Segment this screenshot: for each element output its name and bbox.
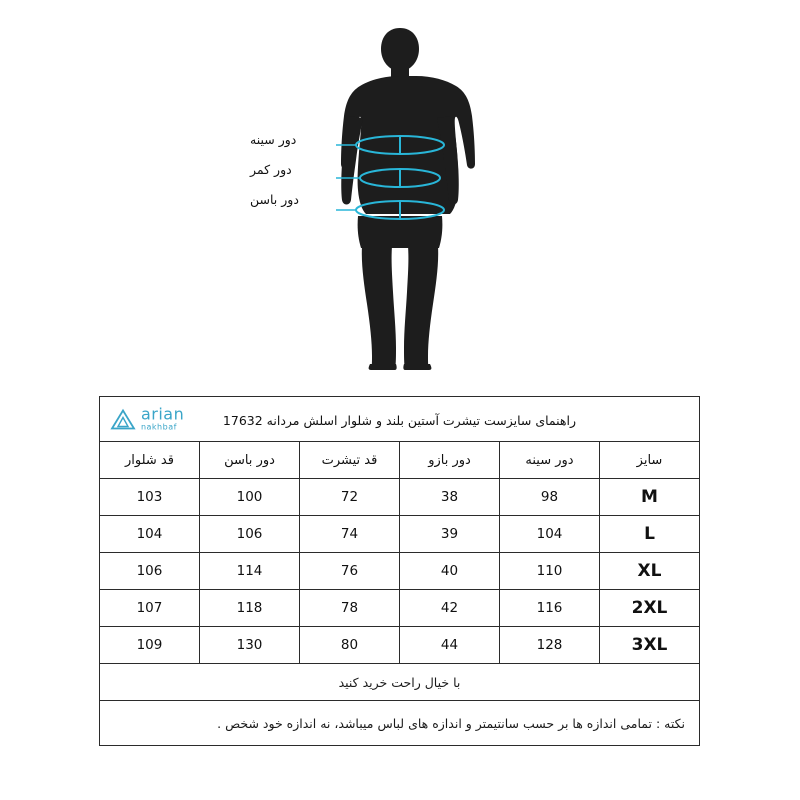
cell-hip: 100 bbox=[200, 479, 300, 516]
cell-shirt-length: 80 bbox=[300, 627, 400, 664]
table-row bbox=[99, 590, 699, 627]
cell-chest: 128 bbox=[500, 627, 600, 664]
column-header-arm: دور بازو bbox=[400, 442, 500, 479]
cell-chest: 116 bbox=[500, 590, 600, 627]
cell-chest: 104 bbox=[500, 516, 600, 553]
footer-note-2: نکته : تمامی اندازه ها بر حسب سانتیمتر و اندازه های لباس میباشد، نه اندازه خود شخص . bbox=[99, 701, 699, 746]
cell-arm: 42 bbox=[400, 590, 500, 627]
cell-size: XL bbox=[600, 553, 700, 590]
cell-hip: 114 bbox=[200, 553, 300, 590]
figure-area bbox=[0, 0, 800, 390]
table-footer-note-1-row bbox=[99, 664, 699, 701]
column-header-shirt-length: قد تیشرت bbox=[300, 442, 400, 479]
measurement-callouts bbox=[250, 132, 380, 222]
callout-waist: دور کمر bbox=[250, 162, 292, 177]
cell-pants-length: 104 bbox=[99, 516, 199, 553]
cell-shirt-length: 78 bbox=[300, 590, 400, 627]
callout-hip: دور باسن bbox=[250, 192, 299, 207]
callout-chest: دور سینه bbox=[250, 132, 297, 147]
cell-pants-length: 106 bbox=[99, 553, 199, 590]
table-title-cell bbox=[99, 397, 699, 442]
cell-pants-length: 109 bbox=[99, 627, 199, 664]
brand-name bbox=[140, 404, 185, 432]
page-title: راهنمای سایزست تیشرت آستین بلند و شلوار اسلش مردانه 17632 bbox=[222, 412, 577, 428]
cell-pants-length: 103 bbox=[99, 479, 199, 516]
brand-name-secondary: nakhbaf bbox=[140, 422, 177, 432]
cell-shirt-length: 76 bbox=[300, 553, 400, 590]
table-row bbox=[99, 553, 699, 590]
size-guide-table bbox=[99, 396, 700, 746]
table-footer-note-2-row bbox=[99, 701, 699, 746]
column-header-chest: دور سینه bbox=[500, 442, 600, 479]
cell-hip: 130 bbox=[200, 627, 300, 664]
table-header-row bbox=[99, 442, 699, 479]
column-header-hip: دور باسن bbox=[200, 442, 300, 479]
cell-hip: 106 bbox=[200, 516, 300, 553]
size-guide-table-wrap bbox=[100, 396, 700, 746]
cell-size: 3XL bbox=[600, 627, 700, 664]
cell-shirt-length: 74 bbox=[300, 516, 400, 553]
cell-chest: 98 bbox=[500, 479, 600, 516]
cell-pants-length: 107 bbox=[99, 590, 199, 627]
cell-hip: 118 bbox=[200, 590, 300, 627]
triangle-logo-icon bbox=[110, 408, 136, 430]
cell-arm: 40 bbox=[400, 553, 500, 590]
table-row bbox=[99, 516, 699, 553]
cell-size: M bbox=[600, 479, 700, 516]
column-header-size: سایز bbox=[600, 442, 700, 479]
table-row bbox=[99, 479, 699, 516]
cell-arm: 44 bbox=[400, 627, 500, 664]
table-title-row bbox=[99, 397, 699, 442]
cell-arm: 38 bbox=[400, 479, 500, 516]
brand-logo bbox=[110, 404, 185, 432]
cell-shirt-length: 72 bbox=[300, 479, 400, 516]
table-row bbox=[99, 627, 699, 664]
brand-name-primary: arian bbox=[140, 404, 185, 424]
column-header-pants-length: قد شلوار bbox=[99, 442, 199, 479]
cell-size: L bbox=[600, 516, 700, 553]
cell-chest: 110 bbox=[500, 553, 600, 590]
cell-size: 2XL bbox=[600, 590, 700, 627]
cell-arm: 39 bbox=[400, 516, 500, 553]
footer-note-1: با خیال راحت خرید کنید bbox=[99, 664, 699, 701]
